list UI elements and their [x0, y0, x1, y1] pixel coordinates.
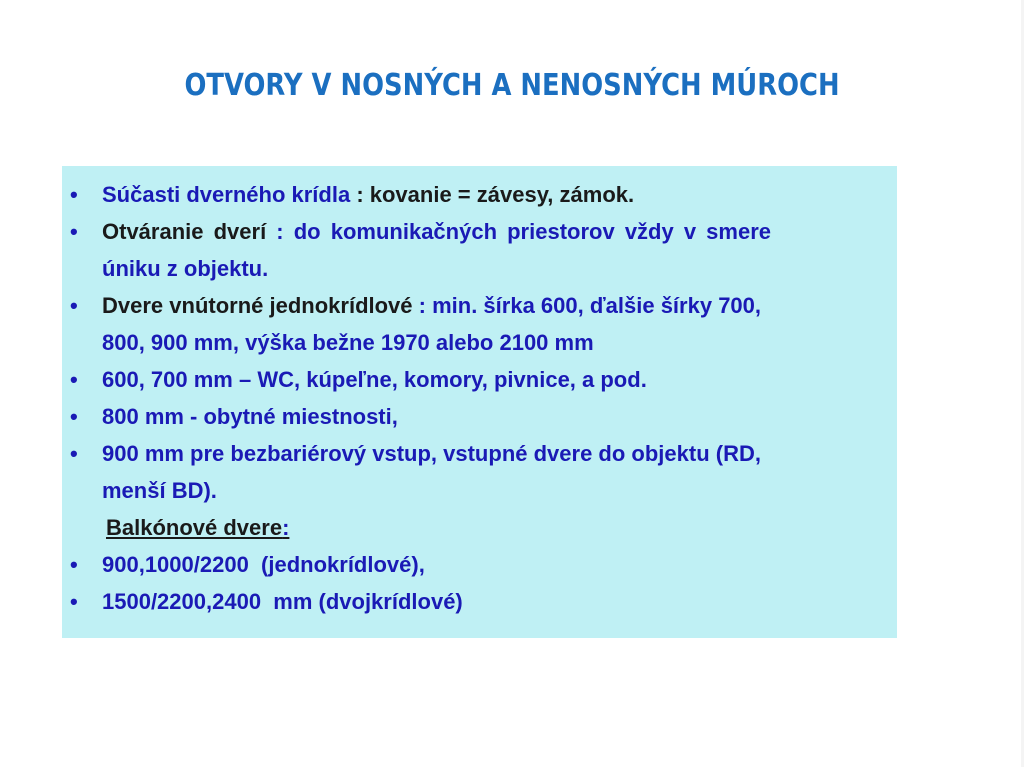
item-text: : kovanie = závesy, zámok. — [350, 182, 635, 207]
list-item-continuation — [62, 250, 897, 287]
list-item-continuation — [62, 324, 897, 361]
bullet-icon: • — [70, 441, 78, 466]
subheading-text: Balkónové dvere — [106, 515, 283, 540]
slide-title: OTVORY V NOSNÝCH A NENOSNÝCH MÚROCH — [184, 68, 840, 103]
list-item — [62, 287, 897, 324]
item-text: menší BD). — [102, 478, 217, 503]
item-text: 1500/2200,2400 mm (dvojkrídlové) — [102, 589, 463, 614]
bullet-icon: • — [70, 552, 78, 577]
bullet-icon: • — [70, 219, 78, 244]
list-item — [62, 176, 897, 213]
subheading — [62, 509, 897, 546]
item-text: 800, 900 mm, výška bežne 1970 alebo 2100 mm — [102, 330, 594, 355]
content-box — [62, 166, 897, 638]
list-item — [62, 361, 897, 398]
list-item — [62, 213, 897, 250]
list-item — [62, 583, 897, 620]
item-text: úniku z objektu. — [102, 256, 269, 281]
list-item — [62, 546, 897, 583]
item-text: 900 mm pre bezbariérový vstup, vstupné dvere do objektu (RD, — [102, 441, 761, 466]
bullet-icon: • — [70, 182, 78, 207]
item-text: : min. šírka 600, ďalšie šírky 700, — [412, 293, 762, 318]
bullet-icon: • — [70, 589, 78, 614]
bullet-icon: • — [70, 293, 78, 318]
item-text: 900,1000/2200 (jednokrídlové), — [102, 552, 425, 577]
list-item-continuation — [62, 472, 897, 509]
item-text: : do komunikačných priestorov vždy v smere — [266, 219, 772, 244]
bullet-icon: • — [70, 367, 78, 392]
item-heading: Otváranie dverí — [102, 219, 267, 244]
bullet-icon: • — [70, 404, 78, 429]
item-text: 800 mm - obytné miestnosti, — [102, 404, 398, 429]
item-heading: Súčasti dverného krídla — [102, 182, 351, 207]
item-heading: Dvere vnútorné jednokrídlové — [102, 293, 413, 318]
list-item — [62, 398, 897, 435]
list-item — [62, 435, 897, 472]
subheading-colon: : — [282, 515, 290, 540]
item-text: 600, 700 mm – WC, kúpeľne, komory, pivnice, a pod. — [102, 367, 647, 392]
